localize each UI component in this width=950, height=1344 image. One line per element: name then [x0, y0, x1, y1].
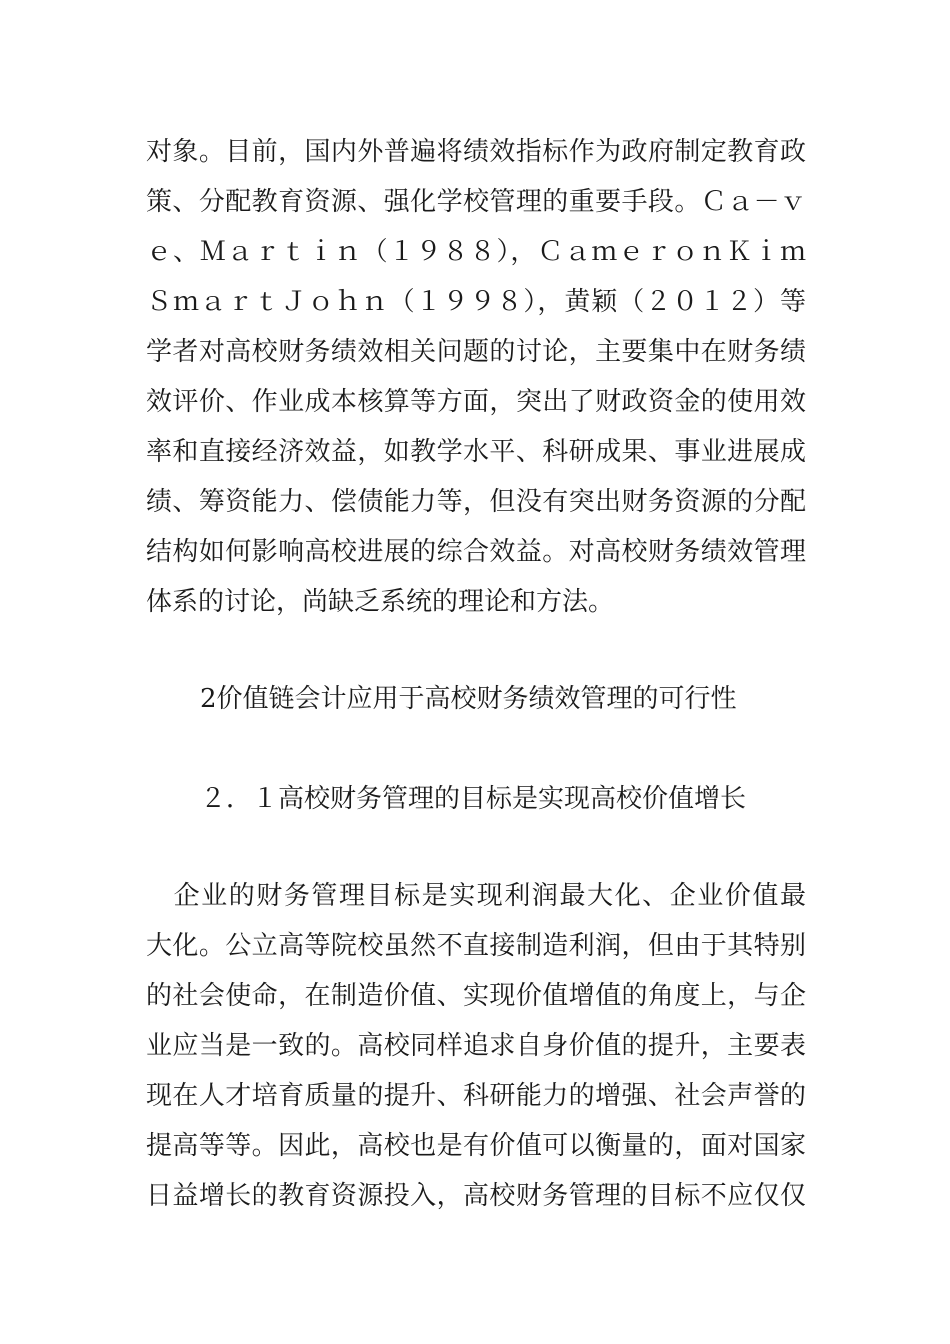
paragraph-1-line: 体系的讨论，尚缺乏系统的理论和方法。 — [146, 587, 615, 617]
paragraph-2-line: 业应当是一致的。高校同样追求自身价值的提升，主要表 — [146, 1031, 806, 1061]
paragraph-1-line: ｅ、Ｍａｒｔｉｎ（１９８８），ＣａｍｅｒｏｎＫｉｍ — [146, 237, 806, 267]
paragraph-2-line: 日益增长的教育资源投入，高校财务管理的目标不应仅仅 — [146, 1181, 806, 1211]
paragraph-1-line: 学者对高校财务绩效相关问题的讨论，主要集中在财务绩 — [146, 337, 806, 367]
paragraph-1-line: 绩、筹资能力、偿债能力等，但没有突出财务资源的分配 — [146, 487, 806, 517]
section-heading-2-1: ２．１高校财务管理的目标是实现高校价值增长 — [200, 784, 747, 814]
paragraph-2-line: 的社会使命，在制造价值、实现价值增值的角度上，与企 — [146, 981, 806, 1011]
paragraph-1-line: 结构如何影响高校进展的综合效益。对高校财务绩效管理 — [146, 537, 806, 567]
paragraph-1-line: ＳｍａｒｔＪｏｈｎ（１９９８），黄颖（２０１２）等 — [146, 287, 806, 317]
paragraph-2-line: 现在人才培育质量的提升、科研能力的增强、社会声誉的 — [146, 1081, 806, 1111]
paragraph-1-line: 对象。目前，国内外普遍将绩效指标作为政府制定教育政 — [146, 137, 806, 167]
paragraph-2-line: 企业的财务管理目标是实现利润最大化、企业价值最 — [146, 881, 806, 911]
paragraph-2-line: 大化。公立高等院校虽然不直接制造利润，但由于其特别 — [146, 931, 806, 961]
paragraph-1-line: 策、分配教育资源、强化学校管理的重要手段。Ｃａ－ｖ — [146, 187, 806, 217]
paragraph-1-line: 效评价、作业成本核算等方面，突出了财政资金的使用效 — [146, 387, 806, 417]
section-heading-2: 2价值链会计应用于高校财务绩效管理的可行性 — [200, 684, 737, 714]
paragraph-1-line: 率和直接经济效益，如教学水平、科研成果、事业进展成 — [146, 437, 806, 467]
paragraph-2-line: 提高等等。因此，高校也是有价值可以衡量的，面对国家 — [146, 1131, 806, 1161]
